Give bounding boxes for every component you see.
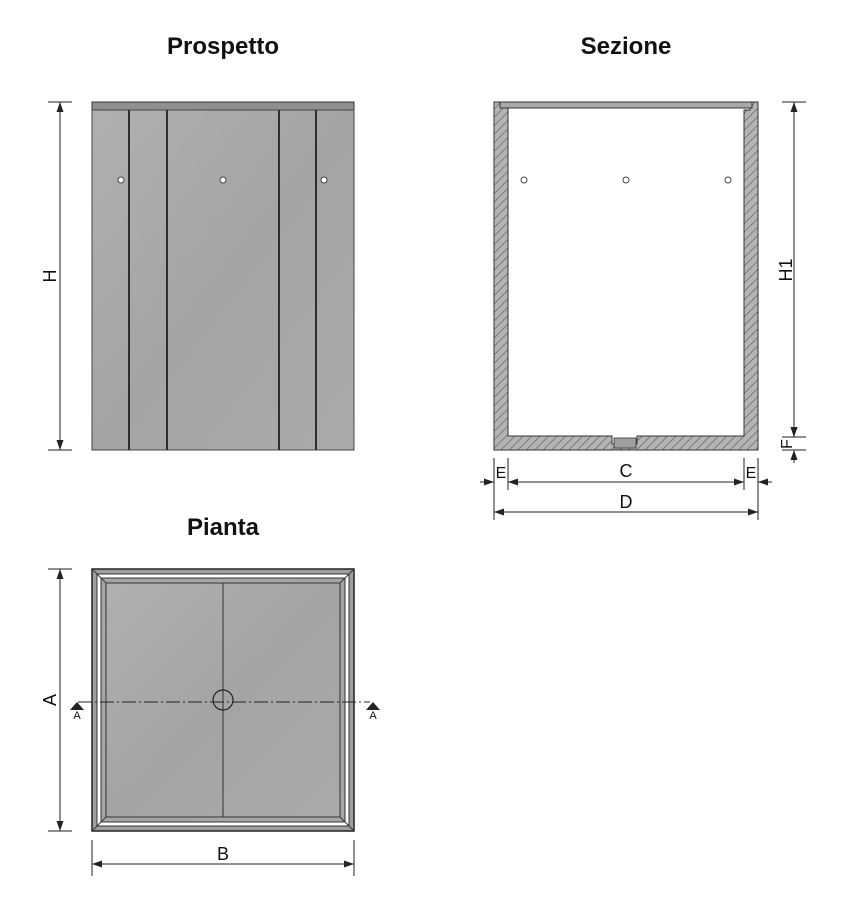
dimension-h-label: H [40, 269, 60, 283]
sezione-view [480, 102, 806, 520]
section-left-label: A [73, 710, 81, 722]
sezione-wall-section [494, 102, 758, 450]
dimension-d-label: D [619, 492, 633, 512]
sezione-cover [500, 102, 752, 108]
sezione-title: Sezione [580, 33, 672, 60]
sezione-drain [614, 438, 636, 448]
prospetto-view [40, 102, 354, 450]
dimension-a-label: A [40, 693, 60, 707]
prospetto-body [92, 110, 354, 450]
prospetto-top-cap [92, 102, 354, 110]
dimension-b-label: B [216, 844, 230, 864]
pianta-title: Pianta [186, 514, 260, 541]
prospetto-title: Prospetto [166, 33, 279, 60]
dimension-f-label: F [779, 439, 796, 449]
section-arrow-right [366, 702, 380, 710]
sezione-holes [521, 177, 731, 183]
section-arrow-left [70, 702, 84, 710]
dimension-e-left-label: E [495, 465, 507, 482]
dimension-c-label: C [619, 461, 633, 481]
dimension-h1-label: H1 [776, 258, 796, 282]
section-right-label: A [369, 710, 377, 722]
pianta-view [40, 569, 380, 876]
dimension-e-right-label: E [745, 465, 757, 482]
